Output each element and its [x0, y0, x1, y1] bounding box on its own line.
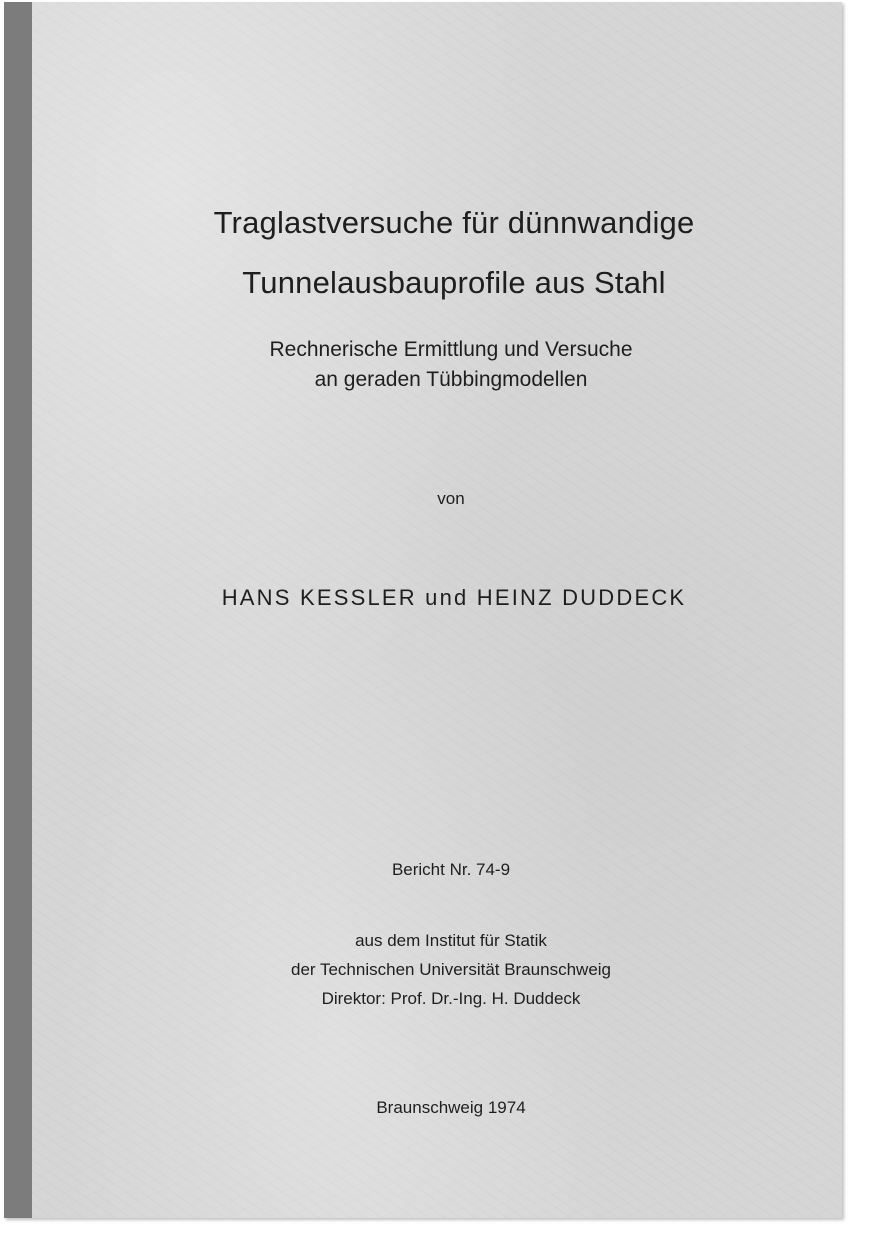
title-line-2: Tunnelausbauprofile aus Stahl	[242, 265, 666, 300]
director-line: Direktor: Prof. Dr.-Ing. H. Duddeck	[321, 989, 581, 1008]
place-and-year: Braunschweig 1974	[376, 1098, 526, 1117]
report-cover	[4, 2, 842, 1218]
subtitle-line-2: an geraden Tübbingmodellen	[314, 368, 588, 391]
authors: HANS KESSLER und HEINZ DUDDECK	[221, 585, 687, 610]
subtitle-line-1: Rechnerische Ermittlung und Versuche	[269, 338, 633, 361]
title-line-1: Traglastversuche für dünnwandige	[213, 205, 695, 240]
report-number: Bericht Nr. 74-9	[391, 860, 511, 879]
cover-content	[32, 2, 842, 1218]
binding-spine	[4, 2, 32, 1218]
by-label: von	[437, 489, 465, 508]
institute-line-1: aus dem Institut für Statik	[355, 931, 547, 950]
institute-line-2: der Technischen Universität Braunschweig	[290, 960, 612, 979]
